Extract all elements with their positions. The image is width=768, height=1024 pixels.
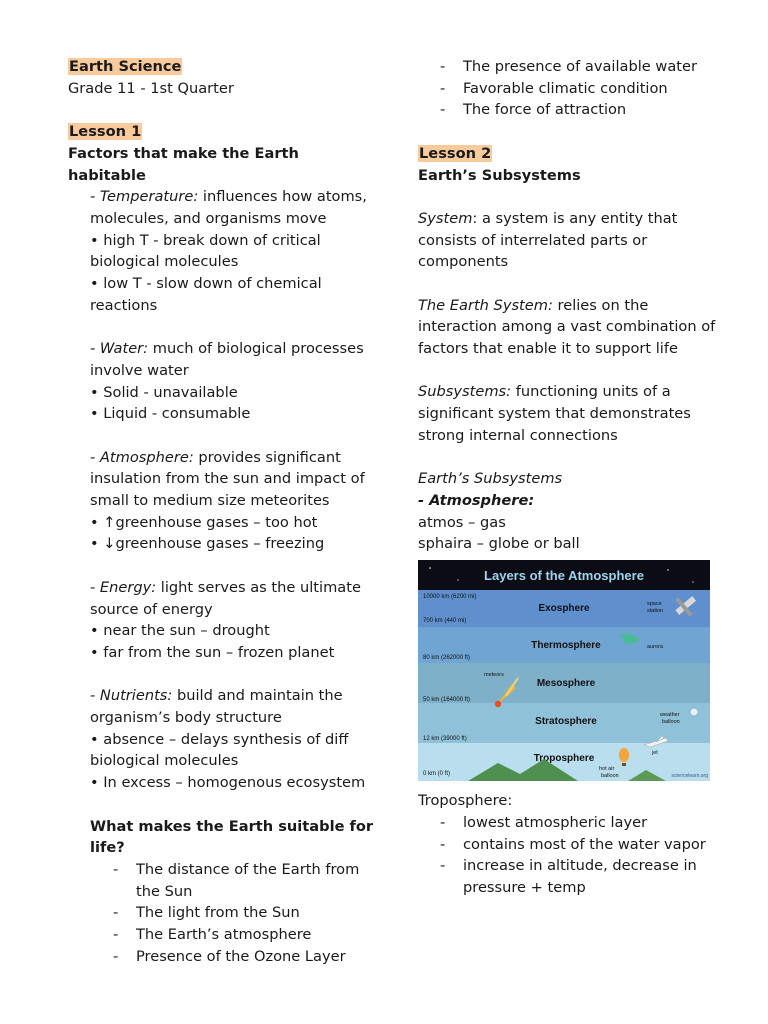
factor-bullet: • high T - break down of critical biological molecules [90, 231, 321, 271]
factor-bullet: • far from the sun – frozen planet [90, 643, 335, 661]
factor-desc: build and maintain the organism’s body structure [90, 687, 343, 727]
space-station-label: space [647, 601, 662, 608]
factor-bullet: • low T - slow down of chemical reactions [90, 275, 322, 314]
factor-term: - Nutrients: [90, 687, 173, 705]
altitude-label: 12 km (39000 ft) [423, 736, 467, 743]
etymology-line: atmos – gas [418, 513, 506, 531]
atmosphere-term: - Atmosphere: [418, 491, 535, 509]
list-item: - Favorable climatic condition [418, 78, 718, 100]
factor-bullet: • In excess – homogenous ecosystem [90, 774, 366, 792]
altitude-label: 10000 km (6200 mi) [423, 594, 477, 601]
definition-term: System [418, 209, 473, 227]
layer-label-exosphere: Exosphere [538, 603, 590, 615]
factor-desc: much of biological processes involve water [90, 340, 364, 379]
reasons-list-continued [418, 56, 718, 121]
right-column [418, 56, 718, 899]
factor-term: - Atmosphere: [90, 448, 194, 466]
list-item: - lowest atmospheric layer [418, 812, 718, 834]
jet-label: jet [652, 750, 658, 757]
list-item: - The Earth’s atmosphere [68, 924, 378, 946]
hot-air-balloon-label: hot air [599, 766, 615, 773]
list-item: - increase in altitude, decrease in pressure + temp [418, 855, 718, 898]
lesson2-title: Earth’s Subsystems [418, 166, 581, 184]
altitude-label: 700 km (440 mi) [423, 618, 467, 625]
aurora-label: aurora [647, 644, 663, 651]
reasons-list [68, 859, 378, 968]
definition-subsystems [418, 381, 718, 446]
factor-desc: provides significant insulation from the sun and impact of small to medium size meteorites [90, 448, 365, 510]
weather-balloon-label: balloon [662, 719, 680, 726]
altitude-label: 0 km (0 ft) [423, 771, 451, 778]
definition-earth-system [418, 295, 718, 360]
layer-label-thermosphere: Thermosphere [531, 640, 601, 652]
factor-term: - Water: [90, 340, 149, 358]
definition-desc: : a system is any entity that consists of interrelated parts or components [418, 209, 678, 271]
lesson2-label: Lesson 2 [419, 144, 492, 162]
layer-label-stratosphere: Stratosphere [535, 716, 597, 728]
troposphere-heading: Troposphere: [418, 792, 513, 810]
list-item: - The light from the Sun [68, 902, 378, 924]
question-heading: What makes the Earth suitable for life? [90, 817, 374, 857]
lesson1-label: Lesson 1 [69, 123, 142, 141]
factor-term: - Energy: [90, 578, 157, 596]
altitude-label: 50 km (164000 ft) [423, 697, 471, 704]
factor-nutrients [68, 685, 378, 815]
figure-title: Layers of the Atmosphere [484, 568, 644, 584]
factor-bullet: • Liquid - consumable [90, 405, 251, 423]
weather-balloon-label: weather [660, 712, 680, 719]
factor-desc: light serves as the ultimate source of energy [90, 578, 361, 618]
factor-bullet: • Solid - unavailable [90, 383, 238, 401]
definition-desc: relies on the interaction among a vast combination of factors that enable it to support life [418, 296, 716, 358]
definition-term: Subsystems: [418, 383, 512, 401]
star-icon [457, 579, 458, 580]
layer-label-mesosphere: Mesosphere [536, 678, 596, 690]
list-item: - contains most of the water vapor [418, 834, 718, 856]
factor-energy [68, 577, 378, 686]
factor-desc: influences how atoms, molecules, and organisms move [90, 188, 367, 227]
hot-air-balloon-label: balloon [601, 773, 619, 780]
altitude-label: 80 km (262000 ft) [423, 655, 471, 662]
star-icon [429, 567, 431, 569]
definition-system [418, 208, 718, 273]
factor-bullet: • ↓greenhouse gases – freezing [90, 535, 325, 553]
space-station-label: station [647, 608, 664, 615]
factor-term: - Temperature: [90, 188, 199, 206]
list-item: - Presence of the Ozone Layer [68, 946, 378, 968]
left-column [68, 56, 378, 967]
meteors-label: meteors [484, 672, 504, 679]
factor-atmosphere [68, 447, 378, 577]
factor-bullet: • absence – delays synthesis of diff biological molecules [90, 730, 349, 770]
list-item: - The force of attraction [418, 99, 718, 121]
etymology-line: sphaira – globe or ball [418, 535, 580, 553]
star-icon [692, 581, 693, 582]
grade-line: Grade 11 - 1st Quarter [68, 79, 234, 97]
list-item: - The presence of available water [418, 56, 718, 78]
troposphere-list [418, 812, 718, 899]
layer-label-troposphere: Troposphere [533, 753, 595, 765]
factor-bullet: • ↑greenhouse gases – too hot [90, 513, 318, 531]
atmosphere-layers-figure [418, 560, 710, 781]
star-icon [667, 569, 668, 570]
weather-balloon-icon [690, 708, 698, 716]
subject-heading: Earth Science [69, 58, 182, 75]
list-item: - The distance of the Earth from the Sun [68, 859, 378, 902]
definition-desc: functioning units of a significant system that demonstrates strong internal connections [418, 383, 691, 444]
factor-temperature [68, 186, 378, 338]
figure-credit: sciencelearn.org [671, 773, 708, 780]
subsystems-heading: Earth’s Subsystems [418, 470, 563, 488]
factor-bullet: • near the sun – drought [90, 622, 270, 640]
definition-term: The Earth System: [418, 296, 553, 314]
factor-water [68, 338, 378, 447]
lesson1-title: Factors that make the Earth habitable [68, 144, 299, 184]
